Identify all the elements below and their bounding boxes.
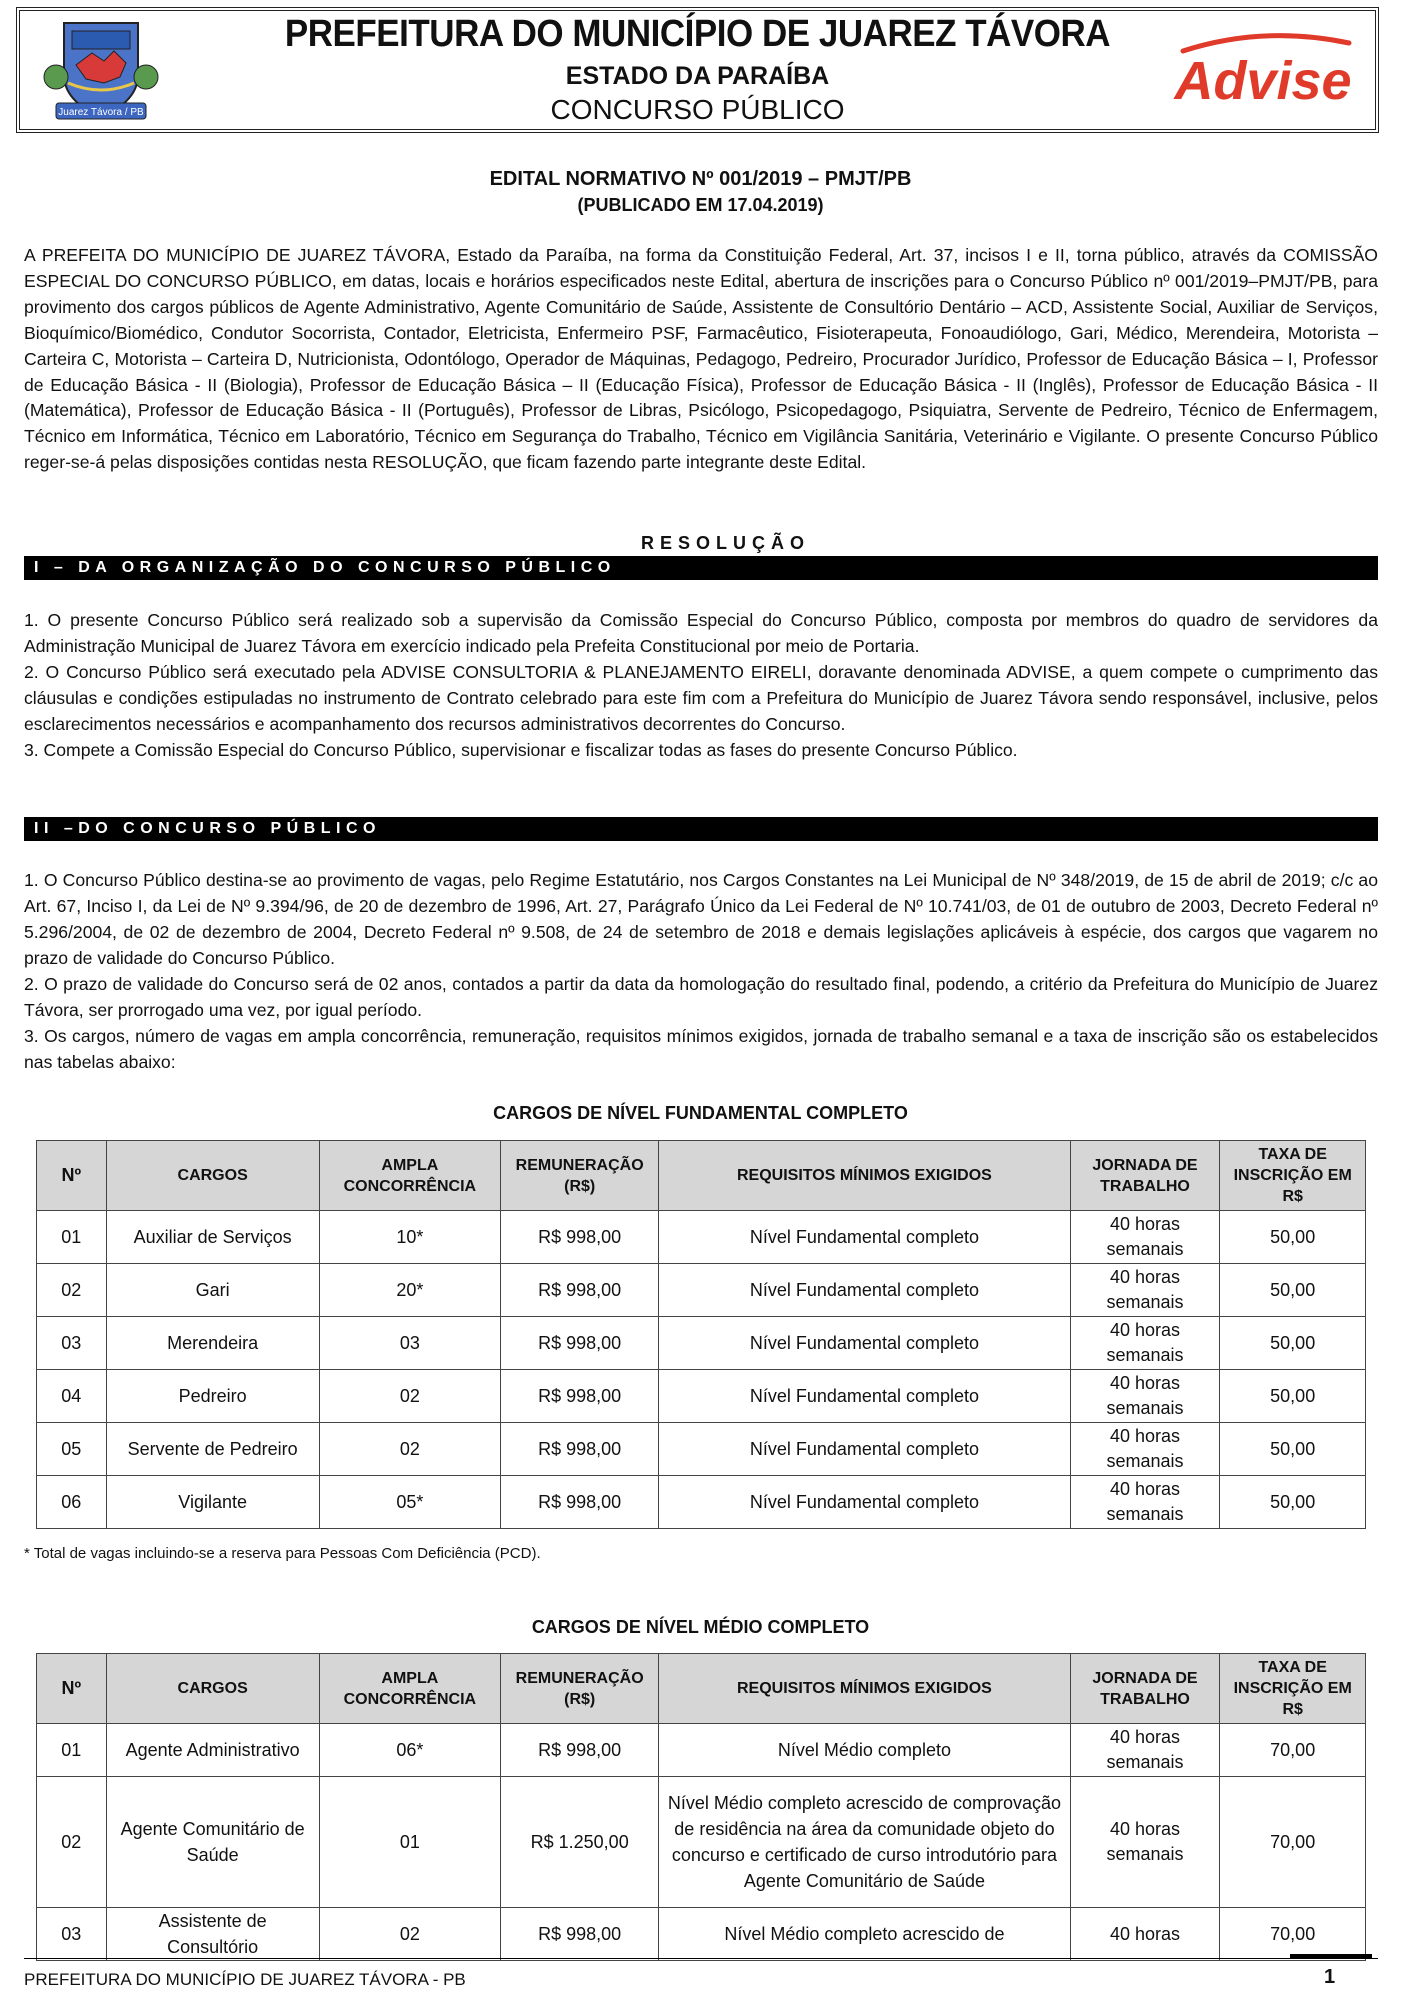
cell-ampla: 03 (319, 1317, 500, 1370)
header-num: Nº (37, 1654, 107, 1724)
header-taxa: TAXA DE INSCRIÇÃO EM R$ (1220, 1654, 1366, 1724)
cell-num: 02 (37, 1264, 107, 1317)
cell-ampla: 02 (319, 1423, 500, 1476)
cell-taxa: 70,00 (1220, 1777, 1366, 1908)
cell-num: 03 (37, 1317, 107, 1370)
cell-jornada: 40 horas semanais (1070, 1724, 1220, 1777)
cell-remuneracao: R$ 998,00 (501, 1908, 659, 1961)
section-1-item-2: 2. O Concurso Público será executado pela ADVISE CONSULTORIA & PLANEJAMENTO EIRELI, doravante denominada ADVISE, a quem compete o cumprimento das cláusulas e condições estipuladas no instrumento de Contrato celebrado para este fim com a Prefeitura do Município de Juarez Távora sendo responsável, inclusive, pelos esclarecimentos necessários e acompanhamento dos recursos administrativos decorrentes do Concurso. (24, 662, 1378, 734)
cell-num: 05 (37, 1423, 107, 1476)
table-row (37, 1264, 1366, 1317)
cell-taxa: 50,00 (1220, 1476, 1366, 1529)
cell-remuneracao: R$ 1.250,00 (501, 1777, 659, 1908)
cell-taxa: 50,00 (1220, 1211, 1366, 1264)
cell-requisitos: Nível Fundamental completo (659, 1317, 1070, 1370)
section-2-item-2: 2. O prazo de validade do Concurso será de 02 anos, contados a partir da data da homologação do resultado final, podendo, a critério da Prefeitura do Município de Juarez Távora, ser prorrogado uma vez, por igual período. (24, 974, 1378, 1020)
header-remuneracao: REMUNERAÇÃO (R$) (501, 1654, 659, 1724)
header-cargo: CARGOS (106, 1654, 319, 1724)
section-2-item-3: 3. Os cargos, número de vagas em ampla concorrência, remuneração, requisitos mínimos exigidos, jornada de trabalho semanal e a taxa de inscrição são os estabelecidos nas tabelas abaixo: (24, 1026, 1378, 1072)
cell-remuneracao: R$ 998,00 (501, 1264, 659, 1317)
section-2-heading: II –DO CONCURSO PÚBLICO (24, 817, 1378, 841)
cell-num: 06 (37, 1476, 107, 1529)
cell-requisitos: Nível Fundamental completo (659, 1370, 1070, 1423)
crest-label: Juarez Távora / PB (58, 107, 144, 118)
cell-ampla: 06* (319, 1724, 500, 1777)
footer-divider (24, 1958, 1378, 1959)
cell-num: 01 (37, 1211, 107, 1264)
cell-jornada: 40 horas (1070, 1908, 1220, 1961)
advise-logo-icon (1163, 29, 1363, 119)
table-fundamental-note: * Total de vagas incluindo-se a reserva para Pessoas Com Deficiência (PCD). (24, 1545, 541, 1562)
cell-cargo: Auxiliar de Serviços (106, 1211, 319, 1264)
cell-cargo: Merendeira (106, 1317, 319, 1370)
table-header-row (37, 1141, 1366, 1211)
cell-requisitos: Nível Fundamental completo (659, 1423, 1070, 1476)
section-2-item-1: 1. O Concurso Público destina-se ao provimento de vagas, pelo Regime Estatutário, nos Cargos Constantes na Lei Municipal de Nº 348/2019, de 15 de abril de 2019; c/c ao Art. 67, Inciso I, da Lei de Nº 9.394/96, de 20 de dezembro de 1996, Art. 27, Parágrafo Único da Lei Federal de Nº 10.741/03, de 01 de outubro de 2003, Decreto Federal nº 5.296/2004, de 02 de dezembro de 2004, Decreto Federal nº 9.508, de 24 de setembro de 2018 e demais legislações aplicáveis à espécie, dos cargos que vagarem no prazo de validade do Concurso Público. (24, 870, 1378, 968)
cell-requisitos: Nível Fundamental completo (659, 1211, 1070, 1264)
header-requisitos: REQUISITOS MÍNIMOS EXIGIDOS (659, 1141, 1070, 1211)
cell-cargo: Gari (106, 1264, 319, 1317)
cell-jornada: 40 horas semanais (1070, 1317, 1220, 1370)
cell-ampla: 02 (319, 1370, 500, 1423)
header-ampla: AMPLA CONCORRÊNCIA (319, 1654, 500, 1724)
cell-requisitos: Nível Fundamental completo (659, 1476, 1070, 1529)
cell-taxa: 50,00 (1220, 1423, 1366, 1476)
cell-ampla: 05* (319, 1476, 500, 1529)
table-header-row (37, 1654, 1366, 1724)
brand-logo-text: Advise (1174, 51, 1352, 111)
cell-taxa: 70,00 (1220, 1908, 1366, 1961)
section-1-item-3: 3. Compete a Comissão Especial do Concurso Público, supervisionar e fiscalizar todas as fases do presente Concurso Público. (24, 740, 1018, 760)
cell-requisitos: Nível Médio completo acrescido de (659, 1908, 1070, 1961)
section-1-heading: I – DA ORGANIZAÇÃO DO CONCURSO PÚBLICO (24, 556, 1378, 580)
cell-taxa: 50,00 (1220, 1264, 1366, 1317)
header-num: Nº (37, 1141, 107, 1211)
cell-cargo: Assistente de Consultório (106, 1908, 319, 1961)
table-row (37, 1211, 1366, 1264)
footer-text: PREFEITURA DO MUNICÍPIO DE JUAREZ TÁVORA - PB (24, 1970, 466, 1989)
cell-taxa: 50,00 (1220, 1317, 1366, 1370)
table-row (37, 1724, 1366, 1777)
header-remuneracao: REMUNERAÇÃO (R$) (501, 1141, 659, 1211)
header-jornada: JORNADA DE TRABALHO (1070, 1141, 1220, 1211)
cell-jornada: 40 horas semanais (1070, 1476, 1220, 1529)
resolucao-heading: RESOLUÇÃO (640, 533, 810, 553)
cell-remuneracao: R$ 998,00 (501, 1476, 659, 1529)
cell-remuneracao: R$ 998,00 (501, 1370, 659, 1423)
cell-num: 04 (37, 1370, 107, 1423)
cell-ampla: 10* (319, 1211, 500, 1264)
cell-jornada: 40 horas semanais (1070, 1370, 1220, 1423)
cell-num: 03 (37, 1908, 107, 1961)
table-row (37, 1423, 1366, 1476)
table-row (37, 1777, 1366, 1908)
table-row (37, 1908, 1366, 1961)
cell-ampla: 01 (319, 1777, 500, 1908)
cell-num: 02 (37, 1777, 107, 1908)
header-requisitos: REQUISITOS MÍNIMOS EXIGIDOS (659, 1654, 1070, 1724)
cell-jornada: 40 horas semanais (1070, 1211, 1220, 1264)
cell-cargo: Pedreiro (106, 1370, 319, 1423)
cell-requisitos: Nível Fundamental completo (659, 1264, 1070, 1317)
page-title: PREFEITURA DO MUNICÍPIO DE JUAREZ TÁVORA (284, 13, 1111, 55)
header-taxa: TAXA DE INSCRIÇÃO EM R$ (1220, 1141, 1366, 1211)
header-ampla: AMPLA CONCORRÊNCIA (319, 1141, 500, 1211)
table-row (37, 1317, 1366, 1370)
cell-ampla: 02 (319, 1908, 500, 1961)
table-medio (36, 1653, 1366, 1961)
cell-ampla: 20* (319, 1264, 500, 1317)
cell-remuneracao: R$ 998,00 (501, 1211, 659, 1264)
document-header (16, 7, 1379, 133)
cell-cargo: Servente de Pedreiro (106, 1423, 319, 1476)
contest-subtitle: CONCURSO PÚBLICO (550, 94, 845, 125)
cell-jornada: 40 horas semanais (1070, 1423, 1220, 1476)
edital-published-date: (PUBLICADO EM 17.04.2019) (577, 195, 824, 215)
cell-cargo: Vigilante (106, 1476, 319, 1529)
page-number: 1 (1324, 1966, 1336, 1988)
cell-remuneracao: R$ 998,00 (501, 1317, 659, 1370)
cell-cargo: Agente Comunitário de Saúde (106, 1777, 319, 1908)
table-fundamental (36, 1140, 1366, 1529)
section-1-item-1: 1. O presente Concurso Público será realizado sob a supervisão da Comissão Especial do Concurso Público, composta por membros do quadro de servidores da Administração Municipal de Juarez Távora em exercício indicado pela Prefeita Constitucional por meio de Portaria. (24, 610, 1378, 656)
cell-remuneracao: R$ 998,00 (501, 1423, 659, 1476)
cell-requisitos: Nível Médio completo (659, 1724, 1070, 1777)
cell-requisitos: Nível Médio completo acrescido de comprovação de residência na área da comunidade objeto do concurso e certificado de curso introdutório para Agente Comunitário de Saúde (659, 1777, 1070, 1908)
cell-taxa: 50,00 (1220, 1370, 1366, 1423)
intro-paragraph: A PREFEITA DO MUNICÍPIO DE JUAREZ TÁVORA, Estado da Paraíba, na forma da Constituição Federal, Art. 37, incisos I e II, torna público, através da COMISSÃO ESPECIAL DO CONCURSO PÚBLICO, em datas, locais e horários especificados neste Edital, abertura de inscrições para o Concurso Público nº 001/2019–PMJT/PB, para provimento dos cargos públicos de Agente Administrativo, Agente Comunitário de Saúde, Assistente de Consultório Dentário – ACD, Assistente Social, Auxiliar de Serviços, Bioquímico/Biomédico, Condutor Socorrista, Contador, Eletricista, Enfermeiro PSF, Farmacêutico, Fisioterapeuta, Fonoaudiólogo, Gari, Médico, Merendeira, Motorista – Carteira C, Motorista – Carteira D, Nutricionista, Odontólogo, Operador de Máquinas, Pedagogo, Pedreiro, Procurador Jurídico, Professor de Educação Básica – I, Professor de Educação Básica - II (Biologia), Professor de Educação Básica – II (Educação Física), Professor de Educação Básica - II (Inglês), Professor de Educação Básica - II (Matemática), Professor de Educação Básica - II (Português), Professor de Libras, Psicólogo, Psicopedagogo, Psiquiatra, Servente de Pedreiro, Técnico de Enfermagem, Técnico em Informática, Técnico em Laboratório, Técnico em Segurança do Trabalho, Técnico em Vigilância Sanitária, Veterinário e Vigilante. O presente Concurso Público reger-se-á pelas disposições contidas nesta RESOLUÇÃO, que ficam fazendo parte integrante deste Edital. (24, 245, 1378, 473)
cell-num: 01 (37, 1724, 107, 1777)
table-fundamental-title: CARGOS DE NÍVEL FUNDAMENTAL COMPLETO (493, 1103, 908, 1123)
cell-jornada: 40 horas semanais (1070, 1264, 1220, 1317)
header-cargo: CARGOS (106, 1141, 319, 1211)
header-jornada: JORNADA DE TRABALHO (1070, 1654, 1220, 1724)
table-row (37, 1476, 1366, 1529)
table-medio-title: CARGOS DE NÍVEL MÉDIO COMPLETO (531, 1617, 870, 1637)
cell-remuneracao: R$ 998,00 (501, 1724, 659, 1777)
table-row (37, 1370, 1366, 1423)
cell-taxa: 70,00 (1220, 1724, 1366, 1777)
cell-cargo: Agente Administrativo (106, 1724, 319, 1777)
edital-title: EDITAL NORMATIVO Nº 001/2019 – PMJT/PB (489, 168, 912, 190)
state-subtitle: ESTADO DA PARAÍBA (565, 62, 830, 90)
cell-jornada: 40 horas semanais (1070, 1777, 1220, 1908)
